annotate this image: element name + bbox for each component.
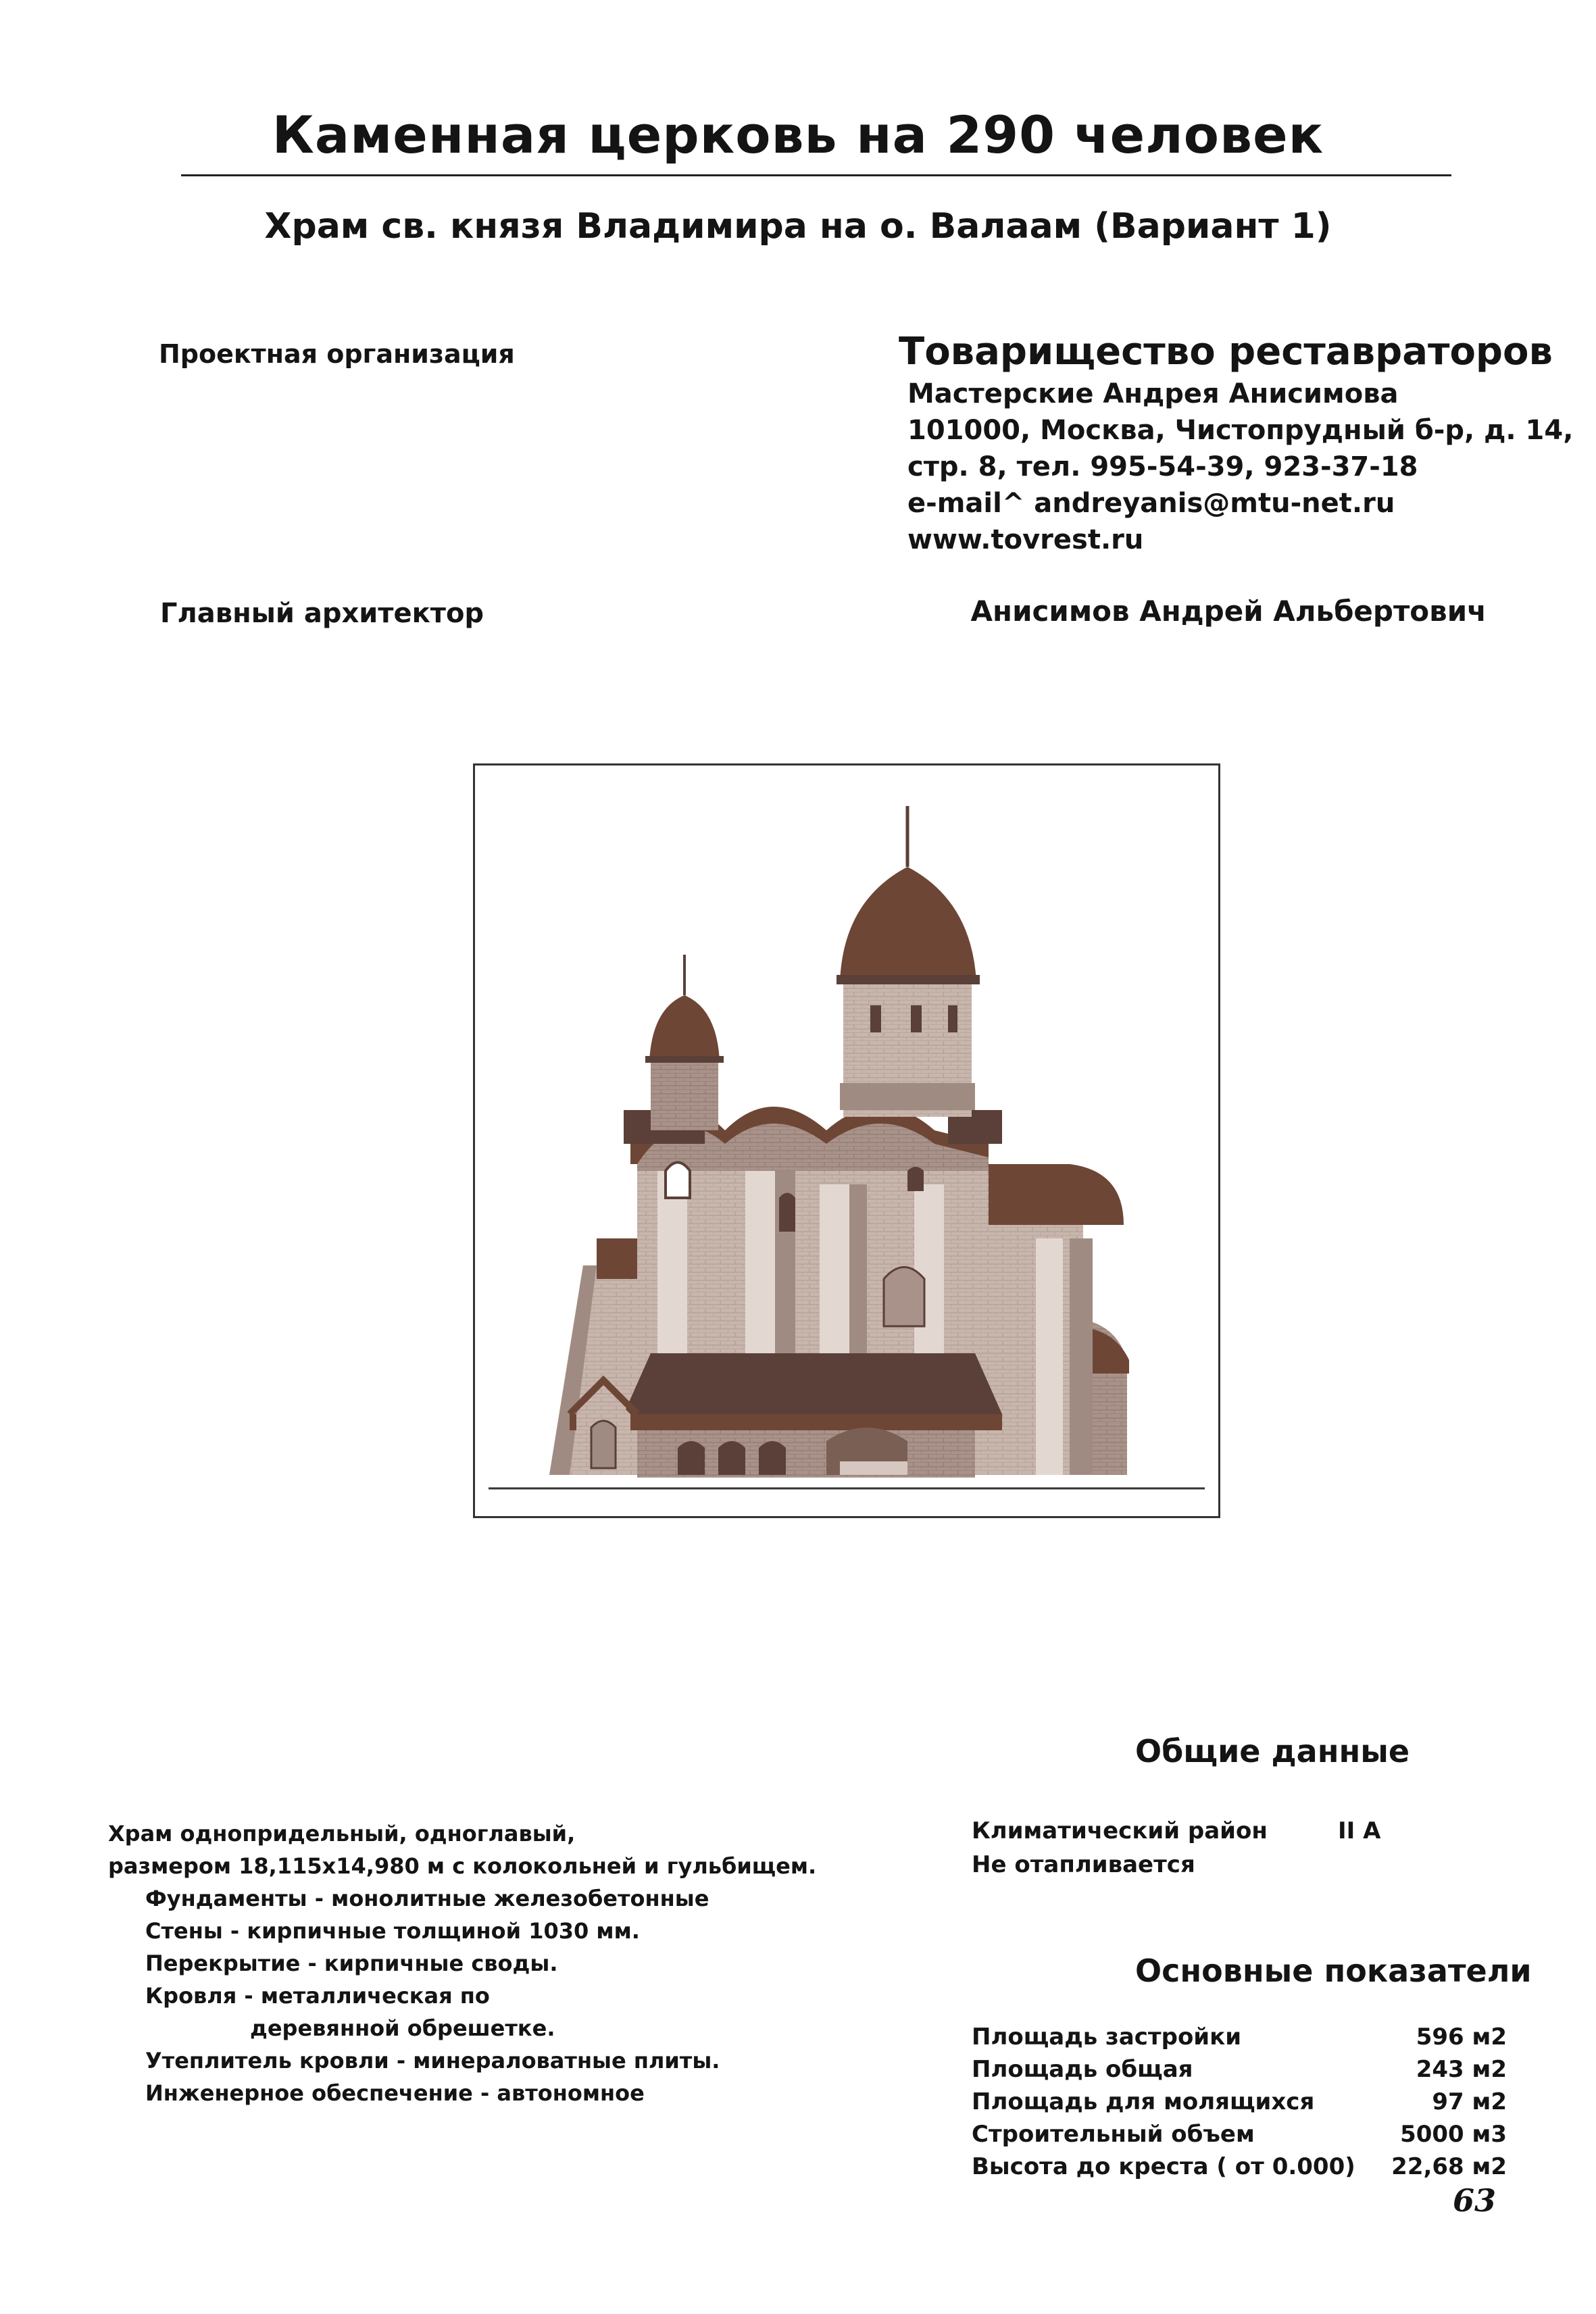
- heating-label: Не отапливается: [972, 1851, 1195, 1878]
- description-line: деревянной обрешетке.: [250, 2015, 555, 2041]
- organization-email: e-mail^ andreyanis@mtu-net.ru: [907, 488, 1395, 519]
- climate-value: II A: [1338, 1817, 1381, 1844]
- organization-phone: стр. 8, тел. 995-54-39, 923-37-18: [907, 451, 1418, 482]
- organization-website: www.tovrest.ru: [907, 524, 1144, 555]
- general-data-heading: Общие данные: [1135, 1733, 1410, 1769]
- title-divider: [181, 174, 1451, 176]
- description-line: Инженерное обеспечение - автономное: [145, 2080, 645, 2106]
- indicator-value: 5000 м3: [1400, 2121, 1507, 2148]
- organization-line: Мастерские Андрея Анисимова: [907, 378, 1399, 409]
- indicator-label: Площадь общая: [972, 2056, 1193, 2083]
- architect-label: Главный архитектор: [160, 598, 484, 629]
- indicator-label: Строительный объем: [972, 2121, 1255, 2148]
- indicator-value: 243 м2: [1416, 2056, 1507, 2083]
- climate-label: Климатический район: [972, 1817, 1268, 1844]
- indicator-value: 22,68 м2: [1391, 2153, 1507, 2180]
- church-illustration: [475, 765, 1218, 1516]
- page-subtitle: Храм св. князя Владимира на о. Валаам (Вариант 1): [264, 206, 1332, 247]
- church-elevation-drawing: [473, 763, 1220, 1518]
- organization-address: 101000, Москва, Чистопрудный б-р, д. 14,: [907, 415, 1574, 446]
- indicator-value: 596 м2: [1416, 2023, 1507, 2051]
- page-number: 63: [1453, 2182, 1497, 2219]
- indicator-label: Высота до креста ( от 0.000): [972, 2153, 1355, 2180]
- architect-name: Анисимов Андрей Альбертович: [970, 595, 1487, 628]
- description-line: Перекрытие - кирпичные своды.: [145, 1951, 558, 1976]
- description-line: Фундаменты - монолитные железобетонные: [145, 1886, 709, 1911]
- indicators-heading: Основные показатели: [1135, 1953, 1532, 1989]
- description-line: Утеплитель кровли - минераловатные плиты.: [145, 2048, 720, 2073]
- description-line: размером 18,115х14,980 м с колокольней и гульбищем.: [108, 1853, 817, 1879]
- description-line: Кровля - металлическая по: [145, 1983, 490, 2009]
- description-line: Стены - кирпичные толщиной 1030 мм.: [145, 1918, 640, 1944]
- indicator-label: Площадь для молящихся: [972, 2088, 1315, 2115]
- indicator-label: Площадь застройки: [972, 2023, 1242, 2051]
- page-title: Каменная церковь на 290 человек: [272, 105, 1324, 165]
- indicator-value: 97 м2: [1432, 2088, 1507, 2115]
- organization-label: Проектная организация: [159, 339, 515, 369]
- description-line: Храм однопридельный, одноглавый,: [108, 1821, 576, 1846]
- organization-name: Товарищество реставраторов: [899, 330, 1553, 374]
